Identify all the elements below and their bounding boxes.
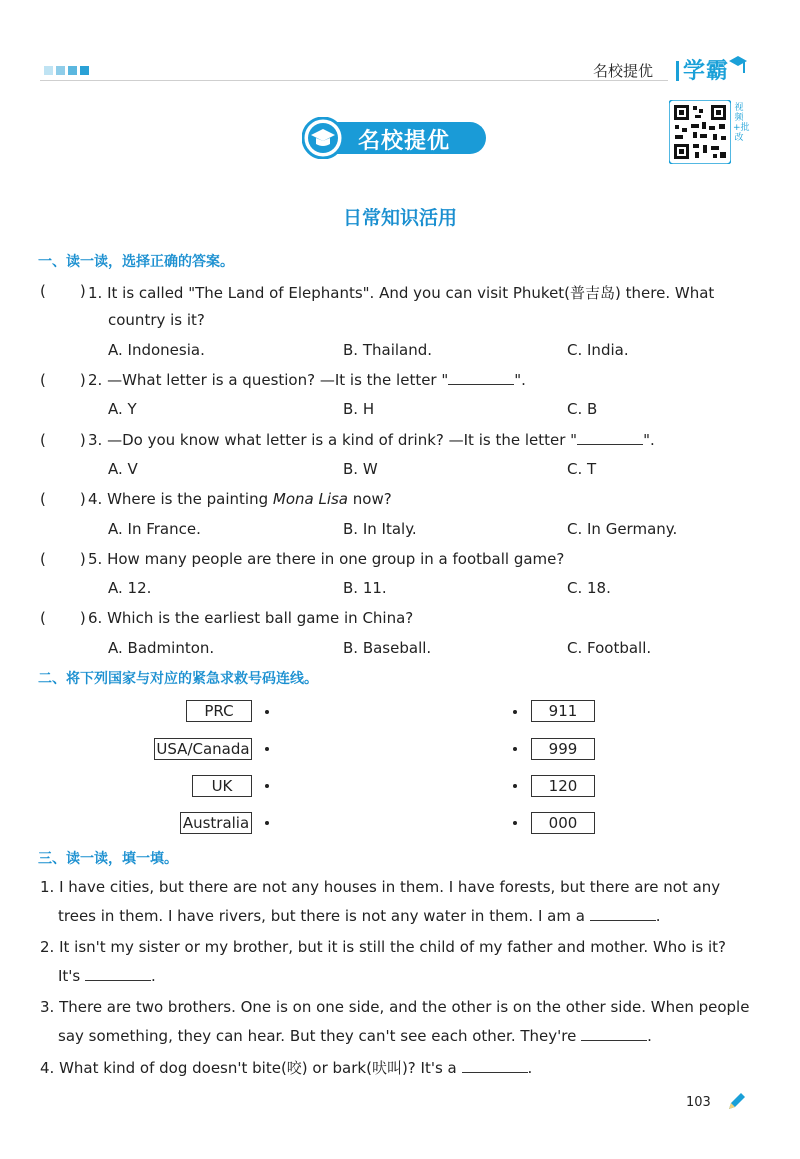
brand-cap-icon: [729, 53, 747, 75]
pencil-icon: [726, 1092, 746, 1112]
option-b: B. H: [343, 400, 375, 418]
header-section-name: 名校提优: [593, 62, 654, 80]
number-box-120[interactable]: 120: [531, 775, 595, 797]
option-b: B. Thailand.: [343, 341, 433, 359]
question-text-cont: country is it?: [108, 311, 205, 329]
number-box-999[interactable]: 999: [531, 738, 595, 760]
option-c: C. In Germany.: [567, 520, 678, 538]
answer-paren[interactable]: ( ): [40, 431, 86, 449]
qr-code-icon[interactable]: [669, 100, 731, 164]
answer-paren[interactable]: ( ): [40, 490, 86, 508]
match-dot-right[interactable]: [513, 784, 517, 788]
country-box-uk[interactable]: UK: [192, 775, 252, 797]
question-text: 4. Where is the painting Mona Lisa now?: [88, 490, 392, 508]
page-subtitle: 日常知识活用: [342, 207, 457, 229]
answer-paren[interactable]: ( ): [40, 609, 86, 627]
option-b: B. Baseball.: [343, 639, 432, 657]
answer-paren[interactable]: ( ): [40, 550, 86, 568]
section1-heading: 一、读一读，选择正确的答案。: [38, 254, 234, 270]
fill-text-cont: say something, they can hear. But they can't see each other. They're .: [58, 1027, 652, 1045]
match-dot-right[interactable]: [513, 747, 517, 751]
question-text: 1. It is called "The Land of Elephants". And you can visit Phuket(普吉岛) there. What: [88, 284, 715, 302]
option-b: B. 11.: [343, 579, 387, 597]
option-a: A. Y: [108, 400, 137, 418]
question-text: 5. How many people are there in one group in a football game?: [88, 550, 565, 568]
match-dot-right[interactable]: [513, 710, 517, 714]
option-c: C. 18.: [567, 579, 611, 597]
option-a: A. In France.: [108, 520, 201, 538]
option-c: C. India.: [567, 341, 629, 359]
banner-title: 名校提优: [358, 129, 451, 154]
qr-side-label: 视频+批改: [733, 103, 750, 143]
answer-blank[interactable]: [448, 371, 514, 385]
fill-text-cont: trees in them. I have rivers, but there is not any water in them. I am a .: [58, 907, 661, 925]
country-box-usa-canada[interactable]: USA/Canada: [154, 738, 252, 760]
option-c: C. Football.: [567, 639, 652, 657]
answer-blank[interactable]: [85, 967, 151, 981]
answer-blank[interactable]: [581, 1027, 647, 1041]
option-a: A. V: [108, 460, 138, 478]
match-dot-left[interactable]: [265, 784, 269, 788]
fill-text-cont: It's .: [58, 967, 156, 985]
match-dot-left[interactable]: [265, 710, 269, 714]
answer-blank[interactable]: [590, 907, 656, 921]
answer-paren[interactable]: ( ): [40, 282, 86, 300]
header-decoration: [44, 66, 89, 75]
option-a: A. Indonesia.: [108, 341, 205, 359]
header-rule: [40, 80, 668, 81]
option-c: C. T: [567, 460, 597, 478]
option-a: A. 12.: [108, 579, 152, 597]
answer-blank[interactable]: [577, 431, 643, 445]
section2-heading: 二、将下列国家与对应的紧急求救号码连线。: [38, 671, 318, 687]
fill-text: 3. There are two brothers. One is on one side, and the other is on the other side. When people: [40, 998, 750, 1016]
fill-text: 2. It isn't my sister or my brother, but it is still the child of my father and mother. Who is it?: [40, 938, 726, 956]
answer-blank[interactable]: [462, 1059, 528, 1073]
question-text: 3. —Do you know what letter is a kind of drink? —It is the letter " ".: [88, 431, 655, 449]
fill-text: 4. What kind of dog doesn't bite(咬) or bark(吠叫)? It's a .: [40, 1059, 533, 1077]
option-b: B. W: [343, 460, 378, 478]
country-box-prc[interactable]: PRC: [186, 700, 252, 722]
country-box-australia[interactable]: Australia: [180, 812, 252, 834]
option-a: A. Badminton.: [108, 639, 215, 657]
option-c: C. B: [567, 400, 598, 418]
page-number: 103: [686, 1095, 711, 1110]
match-dot-left[interactable]: [265, 821, 269, 825]
match-dot-right[interactable]: [513, 821, 517, 825]
question-text: 2. —What letter is a question? —It is the letter " ".: [88, 371, 526, 389]
number-box-000[interactable]: 000: [531, 812, 595, 834]
number-box-911[interactable]: 911: [531, 700, 595, 722]
section3-heading: 三、读一读，填一填。: [38, 851, 178, 867]
match-dot-left[interactable]: [265, 747, 269, 751]
option-b: B. In Italy.: [343, 520, 417, 538]
fill-text: 1. I have cities, but there are not any houses in them. I have forests, but there are not any: [40, 878, 721, 896]
brand-label: 学霸: [683, 59, 730, 84]
answer-paren[interactable]: ( ): [40, 371, 86, 389]
header-brand: [676, 54, 729, 85]
question-text: 6. Which is the earliest ball game in China?: [88, 609, 414, 627]
